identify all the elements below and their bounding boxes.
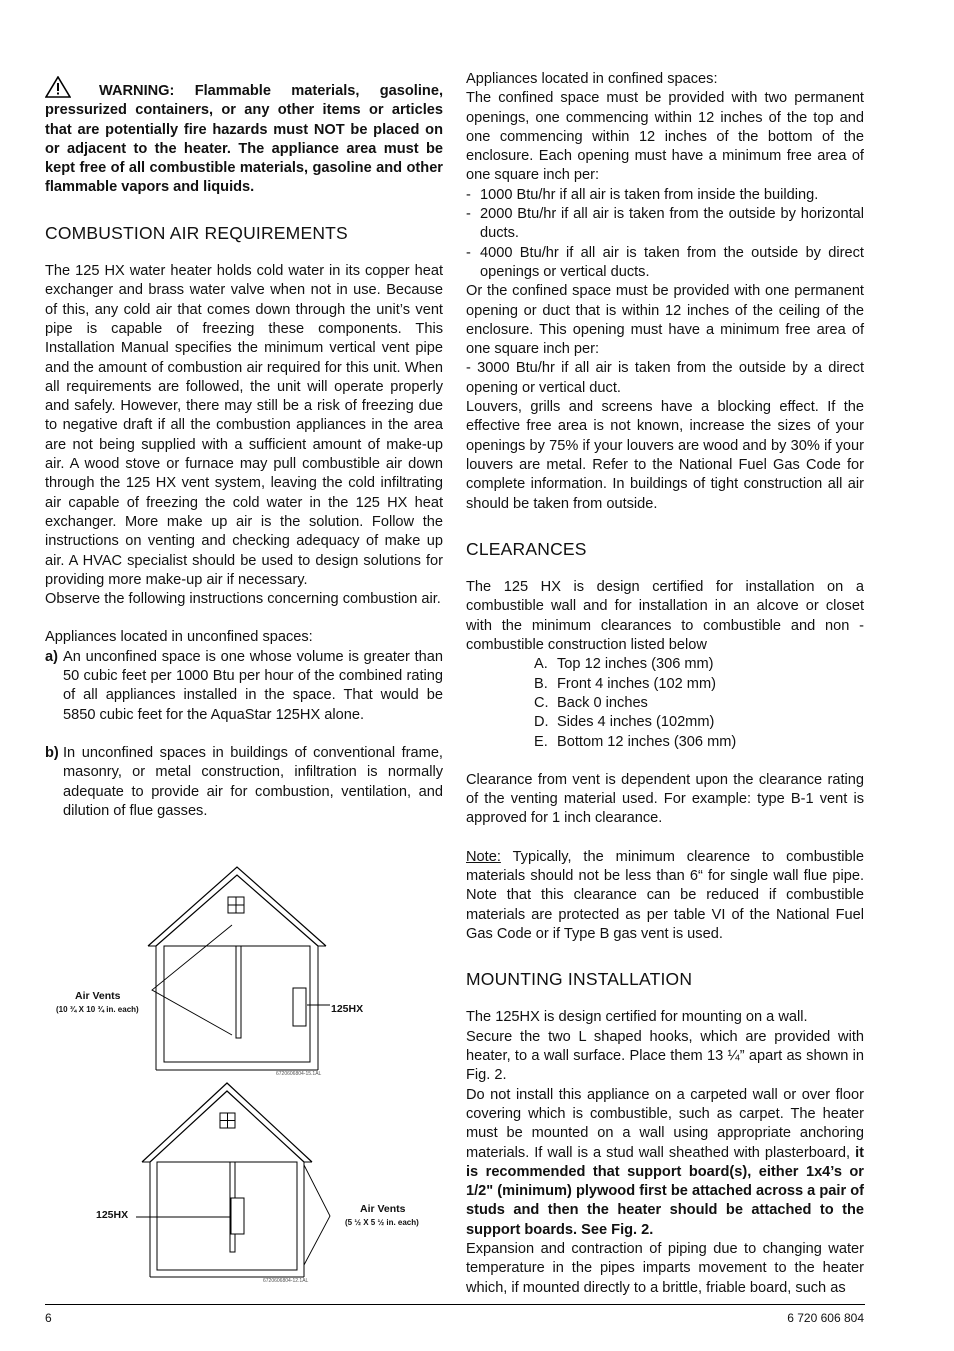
confined-paragraph: The confined space must be provided with two permanent openings, one commencing within 12 inches of the top and one commencing within 12 inches of the bottom of the enclosure. Each opening must have a minimum free area of one square inch per: — [466, 90, 864, 184]
footer-rule — [45, 1304, 865, 1305]
figure-top-code: 6720606804-15.1AL — [276, 1071, 322, 1077]
confined-intro: Appliances located in confined spaces: — [466, 71, 718, 87]
figure-bottom-vents-label: Air Vents — [360, 1203, 406, 1215]
list-marker: b) — [45, 744, 59, 761]
list-item: - 2000 Btu/hr if all air is taken from the outside by horizontal ducts. — [466, 205, 864, 244]
list-item: E. Bottom 12 inches (306 mm) — [534, 733, 737, 750]
mounting-paragraph-1: The 125HX is design certified for mounting on a wall. — [466, 1009, 808, 1026]
figure-bottom-code: 6720606804-12.1AL — [263, 1278, 309, 1284]
note-paragraph — [466, 848, 864, 944]
confined-paragraph-3: - 3000 Btu/hr if all air is taken from the outside by a direct opening or vertical duct. — [466, 360, 864, 396]
list-text: An unconfined space is one whose volume is greater than 50 cubic feet per 1000 Btu per hour of the combined rating of all appliances installed in the space. That would be 5850 cubic feet for the AquaStar 125HX alone. — [63, 648, 443, 723]
list-text: In unconfined spaces in buildings of conventional frame, masonry, or metal construction, infiltration is normally adequate to provide air for combustion, ventilation, and dilution of flue gasses. — [63, 744, 443, 819]
list-text: 4000 Btu/hr if all air is taken from the outside by direct openings or vertical ducts. — [480, 244, 864, 280]
list-item: D. Sides 4 inches (102mm) — [534, 714, 715, 731]
document-number: 6 720 606 804 — [787, 1311, 864, 1325]
list-item: - 4000 Btu/hr if all air is taken from the outside by direct openings or vertical ducts. — [466, 244, 864, 283]
vent-clearance-paragraph: Clearance from vent is dependent upon the clearance rating of the venting material used. For example: type B-1 vent is approved for 1 inch clearance. — [466, 771, 864, 827]
note-label: Note: — [466, 848, 501, 865]
combustion-paragraph-2: Observe the following instructions concerning combustion air. — [45, 591, 441, 608]
figure-bottom-vents-size: (5 ½ X 5 ½ in. each) — [345, 1218, 419, 1227]
mounting-paragraph-4: Expansion and contraction of piping due to changing water temperature in the pipes imparts movement to the heater which, if mounted directly to a brittle, friable board, such as — [466, 1241, 864, 1296]
clearances-paragraph: The 125 HX is design certified for installation on a combustible wall and for installation in an alcove or closet with the minimum clearances to combustible and non - combustible construction listed below — [466, 579, 864, 654]
list-item: B. Front 4 inches (102 mm) — [534, 675, 716, 692]
list-text: 1000 Btu/hr if all air is taken from inside the building. — [480, 186, 819, 203]
clearances-heading: CLEARANCES — [466, 538, 587, 559]
list-item: - 1000 Btu/hr if all air is taken from inside the building. — [466, 186, 864, 205]
combustion-paragraph-1: The 125 HX water heater holds cold water in its copper heat exchanger and brass water valve when not in use. Because of this, any cold air that comes down through the unit’s vent pipe is capable of freezing these components. This Installation Manual specifies the minimum vertical vent pipe and the amount of combustion air required for this unit. When all requirements are followed, the unit will operate properly and safely. However, there may still be a risk of freezing due to negative draft if all the combustion appliances in the area are not being supplied with a sufficient amount of make-up air. A wood stove or furnace may pull combustible air down through the 125 HX vent system, leaving the cold infiltrating air capable of freezing the cold water in the 125 HX heat exchanger. More make up air is the solution. Follow the instructions on venting and checking adequacy of make up air. A HVAC specialist should be used to design solutions for providing more make-up air if necessary. — [45, 263, 443, 588]
list-text: 2000 Btu/hr if all air is taken from the outside by horizontal ducts. — [480, 206, 864, 242]
warning-text: WARNING: Flammable materials, gasoline, pressurized containers, or any other items or articles that are potentially fire hazards must NOT be placed on or adjacent to the heater. The appliance area must be kept free of all combustible materials, gasoline and other flammable vapors and liquids. — [45, 83, 443, 196]
louvers-paragraph: Louvers, grills and screens have a blocking effect. If the effective free area is not known, increase the sizes of your openings by 75% if your louvers are wood and by 30% if your louvers are metal. Refer to the National Fuel Gas Code for complete information. In buildings of tight construction all air should be taken from outside. — [466, 399, 864, 512]
note-text: Typically, the minimum clearence to combustible materials should not be less than 6“ for single wall flue pipe. Note that this clearance can be reduced if combustible materials are protected as per table VI of the National Fuel Gas Code or if Type B gas vent is used. — [466, 848, 864, 942]
figure-top-vents-size: (10 ¾ X 10 ¾ in. each) — [56, 1005, 139, 1014]
house-diagram-bottom — [135, 1080, 335, 1285]
mounting-paragraph-2: Secure the two L shaped hooks, which are provided with heater, to a wall surface. Place them 13 ¼” apart as shown in Fig. 2. — [466, 1028, 864, 1084]
figure-top-heater-label: 125HX — [331, 1003, 364, 1015]
clearances-list — [534, 655, 864, 751]
page-number: 6 — [45, 1311, 52, 1325]
list-item: C. Back 0 inches — [534, 694, 648, 711]
mounting-emphasis: it is recommended that support board(s), either 1x4’s or 1/2" (minimum) plywood first be attached across a pair of studs and then the heater should be attached to the support boards. See Fig. 2. — [466, 1144, 864, 1238]
figure-top-vents-label: Air Vents — [75, 990, 121, 1002]
list-item: A. Top 12 inches (306 mm) — [534, 656, 714, 673]
mounting-heading: MOUNTING INSTALLATION — [466, 969, 693, 990]
figure-bottom-heater-label: 125HX — [96, 1209, 129, 1221]
mounting-paragraph-3: Do not install this appliance on a carpeted wall or over floor covering which is combustible, such as carpet. The heater must be mounted on a wall using appropriate anchoring materials. If wall is a stud wall sheathed with plasterboard, it is recommended that support board(s), either 1x4’s or 1/2" (minimum) plywood first be attached across a pair of studs and then the heater should be attached to the support boards. See Fig. 2. — [466, 1086, 864, 1238]
list-marker: a) — [45, 648, 58, 665]
combustion-air-heading: COMBUSTION AIR REQUIREMENTS — [45, 222, 348, 243]
confined-paragraph-2: Or the confined space must be provided with one permanent opening or duct that is within 12 inches of the ceiling of the enclosure. This opening must have a minimum free area of one square inch per: — [466, 283, 864, 358]
right-column — [466, 70, 864, 1298]
unconfined-intro: Appliances located in unconfined spaces: — [45, 629, 313, 646]
